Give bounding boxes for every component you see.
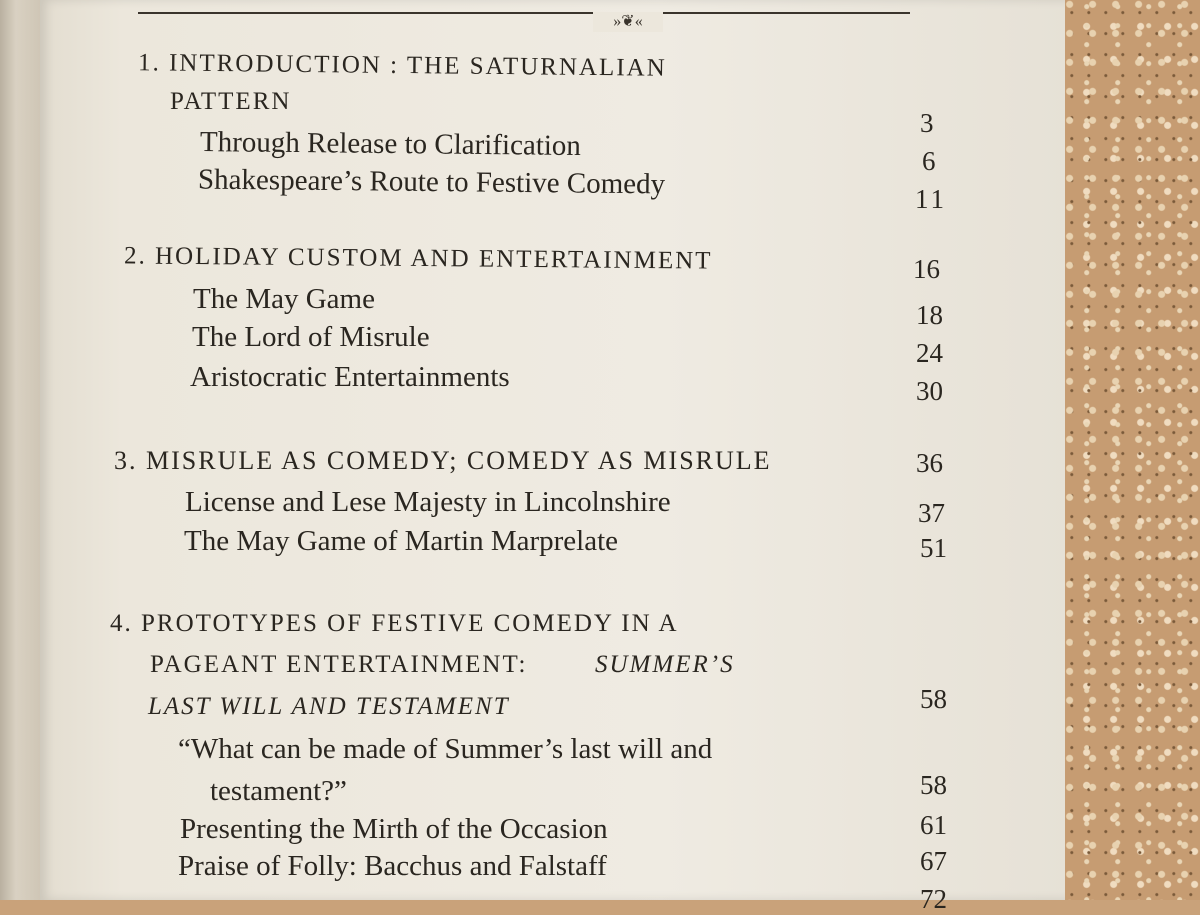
page-number: 37 [918, 498, 945, 528]
book-cover-edge [0, 0, 40, 900]
toc-entry: The Lord of Misrule [192, 321, 430, 353]
page-number: 3 [920, 108, 934, 138]
page-number: 36 [916, 448, 943, 478]
page-number: 58 [920, 684, 947, 714]
toc-entry: “What can be made of Summer’s last will and [178, 733, 713, 765]
top-rule [138, 12, 910, 30]
chapter-2-heading: 2. HOLIDAY CUSTOM AND ENTERTAINMENT [123, 242, 713, 275]
page-number: 24 [916, 338, 943, 368]
toc-entry: Praise of Folly: Bacchus and Falstaff [178, 850, 607, 882]
page-number: 72 [920, 884, 947, 914]
page-number: 6 [922, 146, 936, 176]
toc-entry: Shakespeare’s Route to Festive Comedy [197, 163, 666, 201]
page-number: 67 [920, 846, 947, 876]
page-number: 11 [915, 184, 947, 214]
toc-entry: Aristocratic Entertainments [190, 361, 510, 393]
toc-entry: Through Release to Clarification [199, 126, 582, 162]
chapter-1-heading: 1. INTRODUCTION : THE SATURNALIAN [137, 49, 667, 82]
chapter-1-heading-cont: PATTERN [170, 88, 292, 115]
page-number: 30 [916, 376, 943, 406]
toc-entry: License and Lese Majesty in Lincolnshire [185, 486, 671, 518]
page-number: 18 [916, 300, 943, 330]
chapter-4-heading: 4. PROTOTYPES OF FESTIVE COMEDY IN A [110, 610, 679, 637]
page-number: 16 [913, 254, 940, 284]
chapter-4-heading-title: SUMMER’S [595, 651, 735, 678]
page-number: 58 [920, 770, 947, 800]
chapter-3-heading: 3. MISRULE AS COMEDY; COMEDY AS MISRULE [114, 446, 772, 475]
toc-entry: The May Game of Martin Marprelate [184, 525, 619, 557]
toc-entry: Presenting the Mirth of the Occasion [180, 813, 608, 845]
rule-ornament: »❦« [593, 12, 663, 32]
chapter-4-heading-title-cont: LAST WILL AND TESTAMENT [148, 693, 510, 720]
toc-entry: The May Game [193, 283, 375, 315]
page-number: 51 [920, 533, 947, 563]
toc-entry: testament?” [210, 775, 347, 807]
contents-page [40, 0, 1075, 914]
cork-surface [1065, 0, 1200, 900]
page-number: 61 [920, 810, 947, 840]
chapter-4-heading-cont: PAGEANT ENTERTAINMENT: [150, 651, 528, 678]
